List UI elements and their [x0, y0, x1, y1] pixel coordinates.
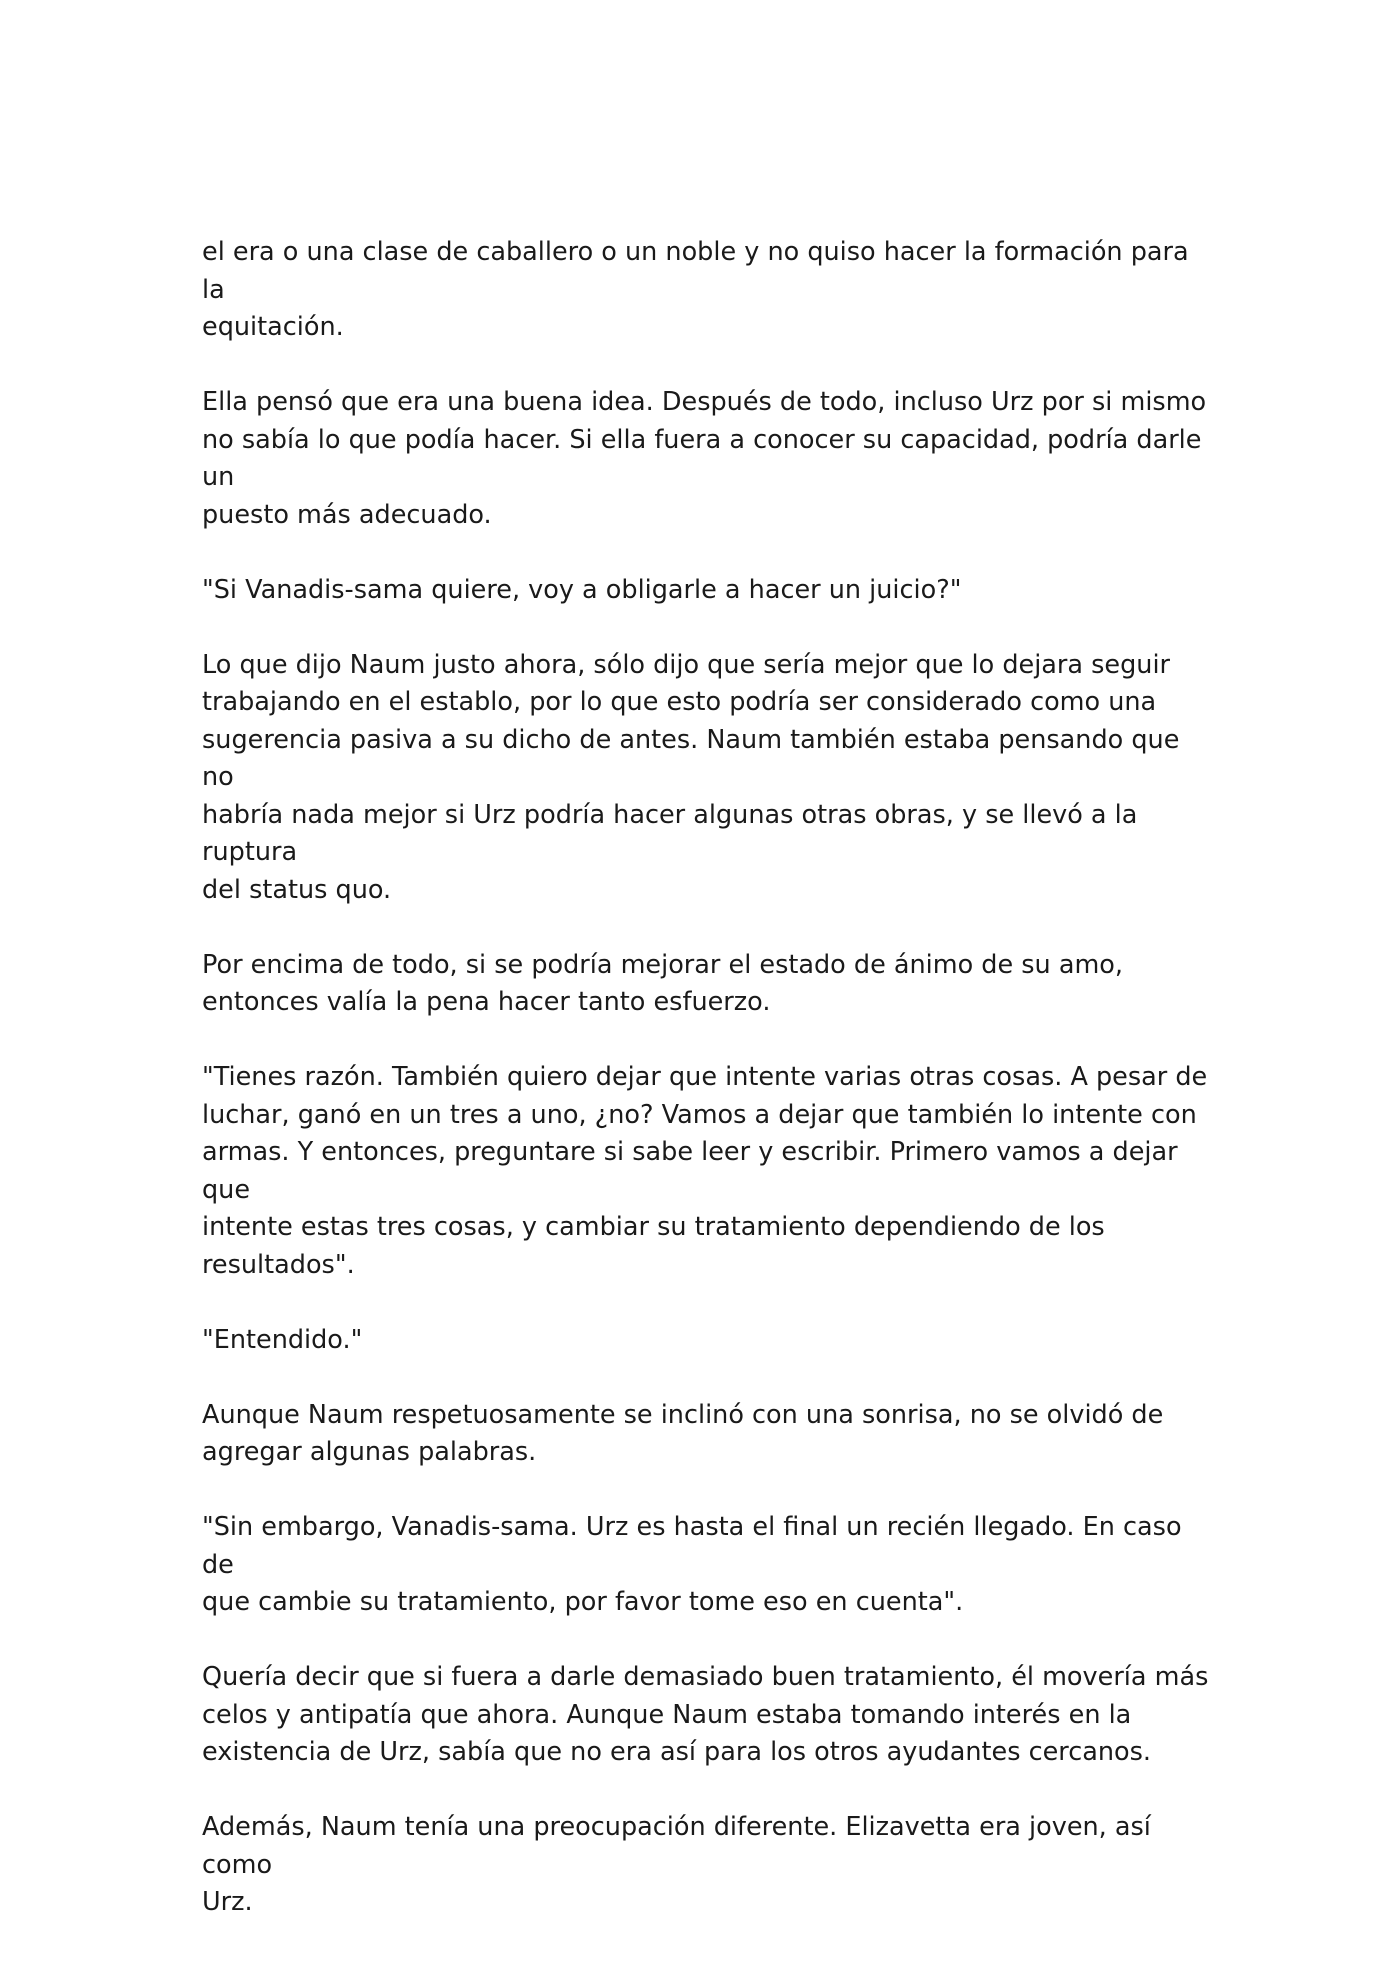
paragraph-5: Por encima de todo, si se podría mejorar el estado de ánimo de su amo, entonces valía la pena hacer tanto esfuerzo. [202, 949, 1123, 1017]
paragraph-1: el era o una clase de caballero o un noble y no quiso hacer la formación para la equitación. [202, 237, 1189, 342]
paragraph-10: Quería decir que si fuera a darle demasiado buen tratamiento, él movería más celos y antipatía que ahora. Aunque Naum estaba tomando interés en la existencia de Urz, sabía que no era así para los otros ayudantes cercanos. [202, 1662, 1209, 1767]
paragraph-3: "Si Vanadis-sama quiere, voy a obligarle a hacer un juicio?" [202, 574, 962, 605]
paragraph-4: Lo que dijo Naum justo ahora, sólo dijo que sería mejor que lo dejara seguir trabajando en el establo, por lo que esto podría ser considerado como una sugerencia pasiva a su dicho de antes. Naum también estaba pensando que no habría nada mejor si Urz podría hacer algunas otras obras, y se llevó a la ruptura del status quo. [202, 649, 1180, 905]
paragraph-11: Además, Naum tenía una preocupación diferente. Elizavetta era joven, así como Urz. [202, 1812, 1151, 1917]
paragraph-8: Aunque Naum respetuosamente se inclinó con una sonrisa, no se olvidó de agregar algunas palabras. [202, 1399, 1164, 1467]
paragraph-6: "Tienes razón. También quiero dejar que intente varias otras cosas. A pesar de luchar, ganó en un tres a uno, ¿no? Vamos a dejar que también lo intente con armas. Y entonces, preguntare si sabe leer y escribir. Primero vamos a dejar que intente estas tres cosas, y cambiar su tratamiento dependiendo de los resultados". [202, 1062, 1208, 1280]
paragraph-9: "Sin embargo, Vanadis-sama. Urz es hasta el final un recién llegado. En caso de que cambie su tratamiento, por favor tome eso en cuenta". [202, 1512, 1182, 1617]
paragraph-7: "Entendido." [202, 1324, 363, 1355]
document-body [202, 234, 1212, 1959]
paragraph-2: Ella pensó que era una buena idea. Después de todo, incluso Urz por si mismo no sabía lo que podía hacer. Si ella fuera a conocer su capacidad, podría darle un puesto más adecuado. [202, 387, 1207, 530]
